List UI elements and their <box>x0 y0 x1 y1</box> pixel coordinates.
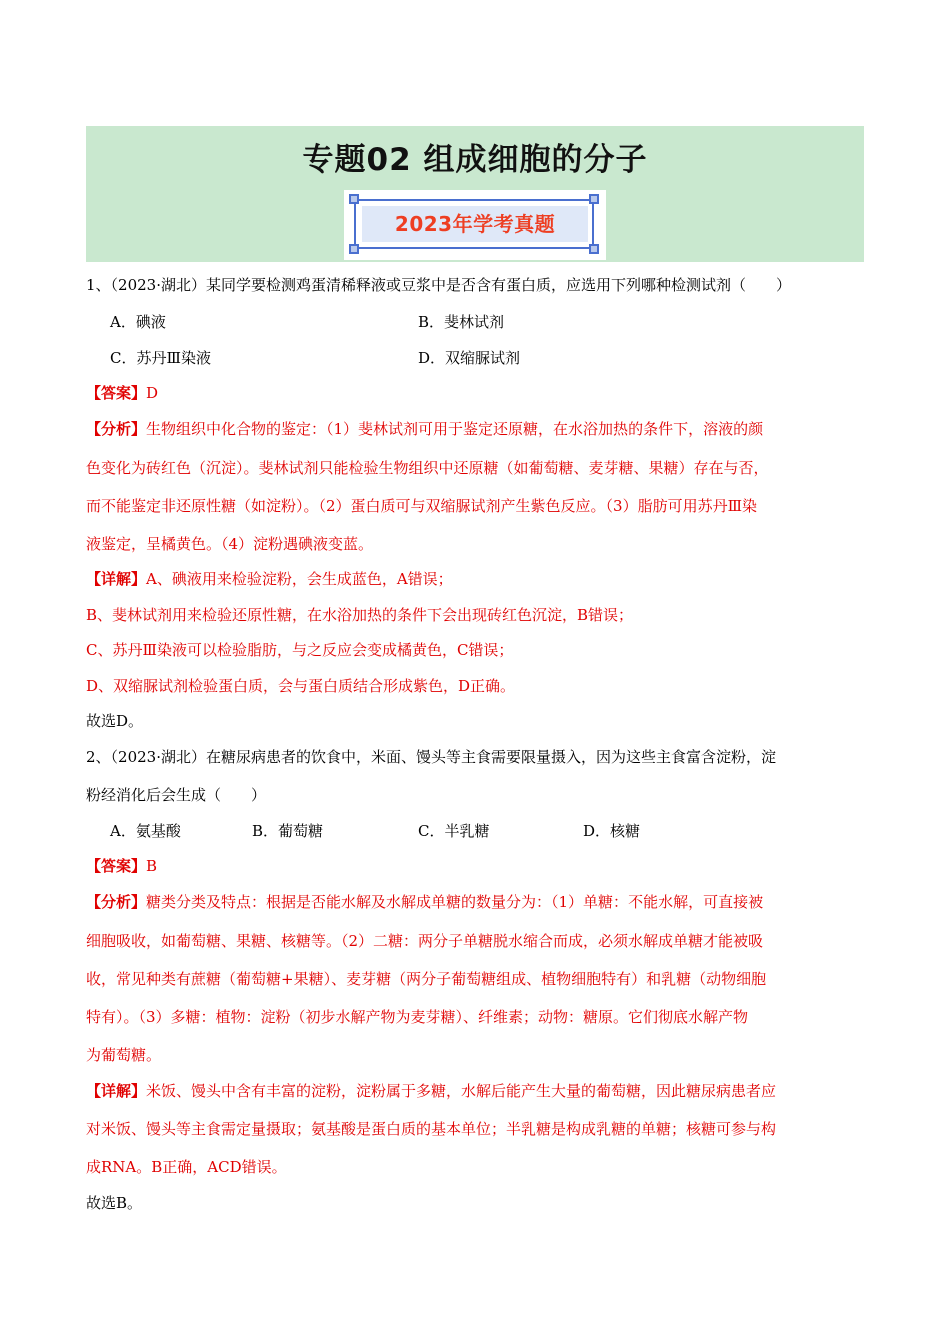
q2-option-c: C．半乳糖 <box>418 822 490 840</box>
badge-corner-icon <box>349 194 359 204</box>
q2-answer <box>86 856 864 876</box>
q2-analysis-line: 细胞吸收，如葡萄糖、果糖、核糖等。（2）二糖：两分子单糖脱水缩合而成，必须水解成单糖才能被吸 <box>86 932 764 950</box>
analysis-text: 生物组织中化合物的鉴定：（1）斐林试剂可用于鉴定还原糖，在水浴加热的条件下，溶液的颜 <box>146 420 764 438</box>
q2-detail-line: 对米饭、馒头等主食需定量摄取；氨基酸是蛋白质的基本单位；半乳糖是构成乳糖的单糖；核糖可参与构 <box>86 1120 777 1138</box>
detail-text: A、碘液用来检验淀粉，会生成蓝色，A错误； <box>146 570 453 588</box>
detail-text: 米饭、馒头中含有丰富的淀粉，淀粉属于多糖，水解后能产生大量的葡萄糖，因此糖尿病患者应 <box>146 1082 777 1100</box>
q1-option-d: D．双缩脲试剂 <box>418 349 521 367</box>
q1-detail-line: B、斐林试剂用来检验还原性糖，在水浴加热的条件下会出现砖红色沉淀，B错误； <box>86 606 634 624</box>
q1-analysis-line: 色变化为砖红色（沉淀）。斐林试剂只能检验生物组织中还原糖（如葡萄糖、麦芽糖、果糖）存在与否， <box>86 459 769 477</box>
q1-detail-line <box>86 569 864 589</box>
analysis-tag: 【分析】 <box>86 420 147 438</box>
badge-corner-icon <box>589 244 599 254</box>
q2-option-b: B．葡萄糖 <box>252 822 324 840</box>
q2-detail-line <box>86 1081 864 1101</box>
question-1-stem: 1、（2023·湖北）某同学要检测鸡蛋清稀释液或豆浆中是否含有蛋白质，应选用下列哪种检测试剂（ ） <box>86 276 791 294</box>
q2-analysis-line: 收，常见种类有蔗糖（葡萄糖+果糖）、麦芽糖（两分子葡萄糖组成、植物细胞特有）和乳糖（动物细胞 <box>86 970 767 988</box>
q2-analysis-line: 为葡萄糖。 <box>86 1046 162 1064</box>
question-2-stem: 粉经消化后会生成（ ） <box>86 786 267 804</box>
q2-detail-line: 成RNA。B正确，ACD错误。 <box>86 1158 287 1176</box>
q2-analysis-line: 特有）。（3）多糖：植物：淀粉（初步水解产物为麦芽糖）、纤维素；动物：糖原。它们彻底水解产物 <box>86 1008 749 1026</box>
q1-analysis-line <box>86 419 864 439</box>
answer-tag: 【答案】 <box>86 857 147 875</box>
detail-tag: 【详解】 <box>86 570 147 588</box>
exam-badge <box>344 190 606 260</box>
q1-answer <box>86 383 864 403</box>
page-title: 专题02 组成细胞的分子 <box>302 142 648 178</box>
analysis-tag: 【分析】 <box>86 893 147 911</box>
answer-value: B <box>146 857 158 875</box>
q1-detail-line: C、苏丹Ⅲ染液可以检验脂肪，与之反应会变成橘黄色，C错误； <box>86 641 514 659</box>
q1-analysis-line: 液鉴定，呈橘黄色。（4）淀粉遇碘液变蓝。 <box>86 535 374 553</box>
title-banner <box>86 126 864 262</box>
badge-corner-icon <box>349 244 359 254</box>
analysis-text: 糖类分类及特点：根据是否能水解及水解成单糖的数量分为：（1）单糖：不能水解，可直接被 <box>146 893 764 911</box>
q1-option-c: C．苏丹Ⅲ染液 <box>110 349 211 367</box>
q1-analysis-line: 而不能鉴定非还原性糖（如淀粉）。（2）蛋白质可与双缩脲试剂产生紫色反应。（3）脂肪可用苏丹Ⅲ染 <box>86 497 758 515</box>
badge-label: 2023年学考真题 <box>394 212 556 236</box>
question-2-stem: 2、（2023·湖北）在糖尿病患者的饮食中，米面、馒头等主食需要限量摄入，因为这些主食富含淀粉，淀 <box>86 748 776 766</box>
q1-option-b: B．斐林试剂 <box>418 313 505 331</box>
q1-option-a: A．碘液 <box>110 313 166 331</box>
q2-option-d: D．核糖 <box>583 822 641 840</box>
q1-detail-line: D、双缩脲试剂检验蛋白质，会与蛋白质结合形成紫色，D正确。 <box>86 677 516 695</box>
q2-option-a: A．氨基酸 <box>110 822 181 840</box>
answer-value: D <box>146 384 159 402</box>
q2-conclusion: 故选B。 <box>86 1194 143 1212</box>
badge-corner-icon <box>589 194 599 204</box>
q2-analysis-line <box>86 892 864 912</box>
answer-tag: 【答案】 <box>86 384 147 402</box>
q1-conclusion: 故选D。 <box>86 712 144 730</box>
detail-tag: 【详解】 <box>86 1082 147 1100</box>
